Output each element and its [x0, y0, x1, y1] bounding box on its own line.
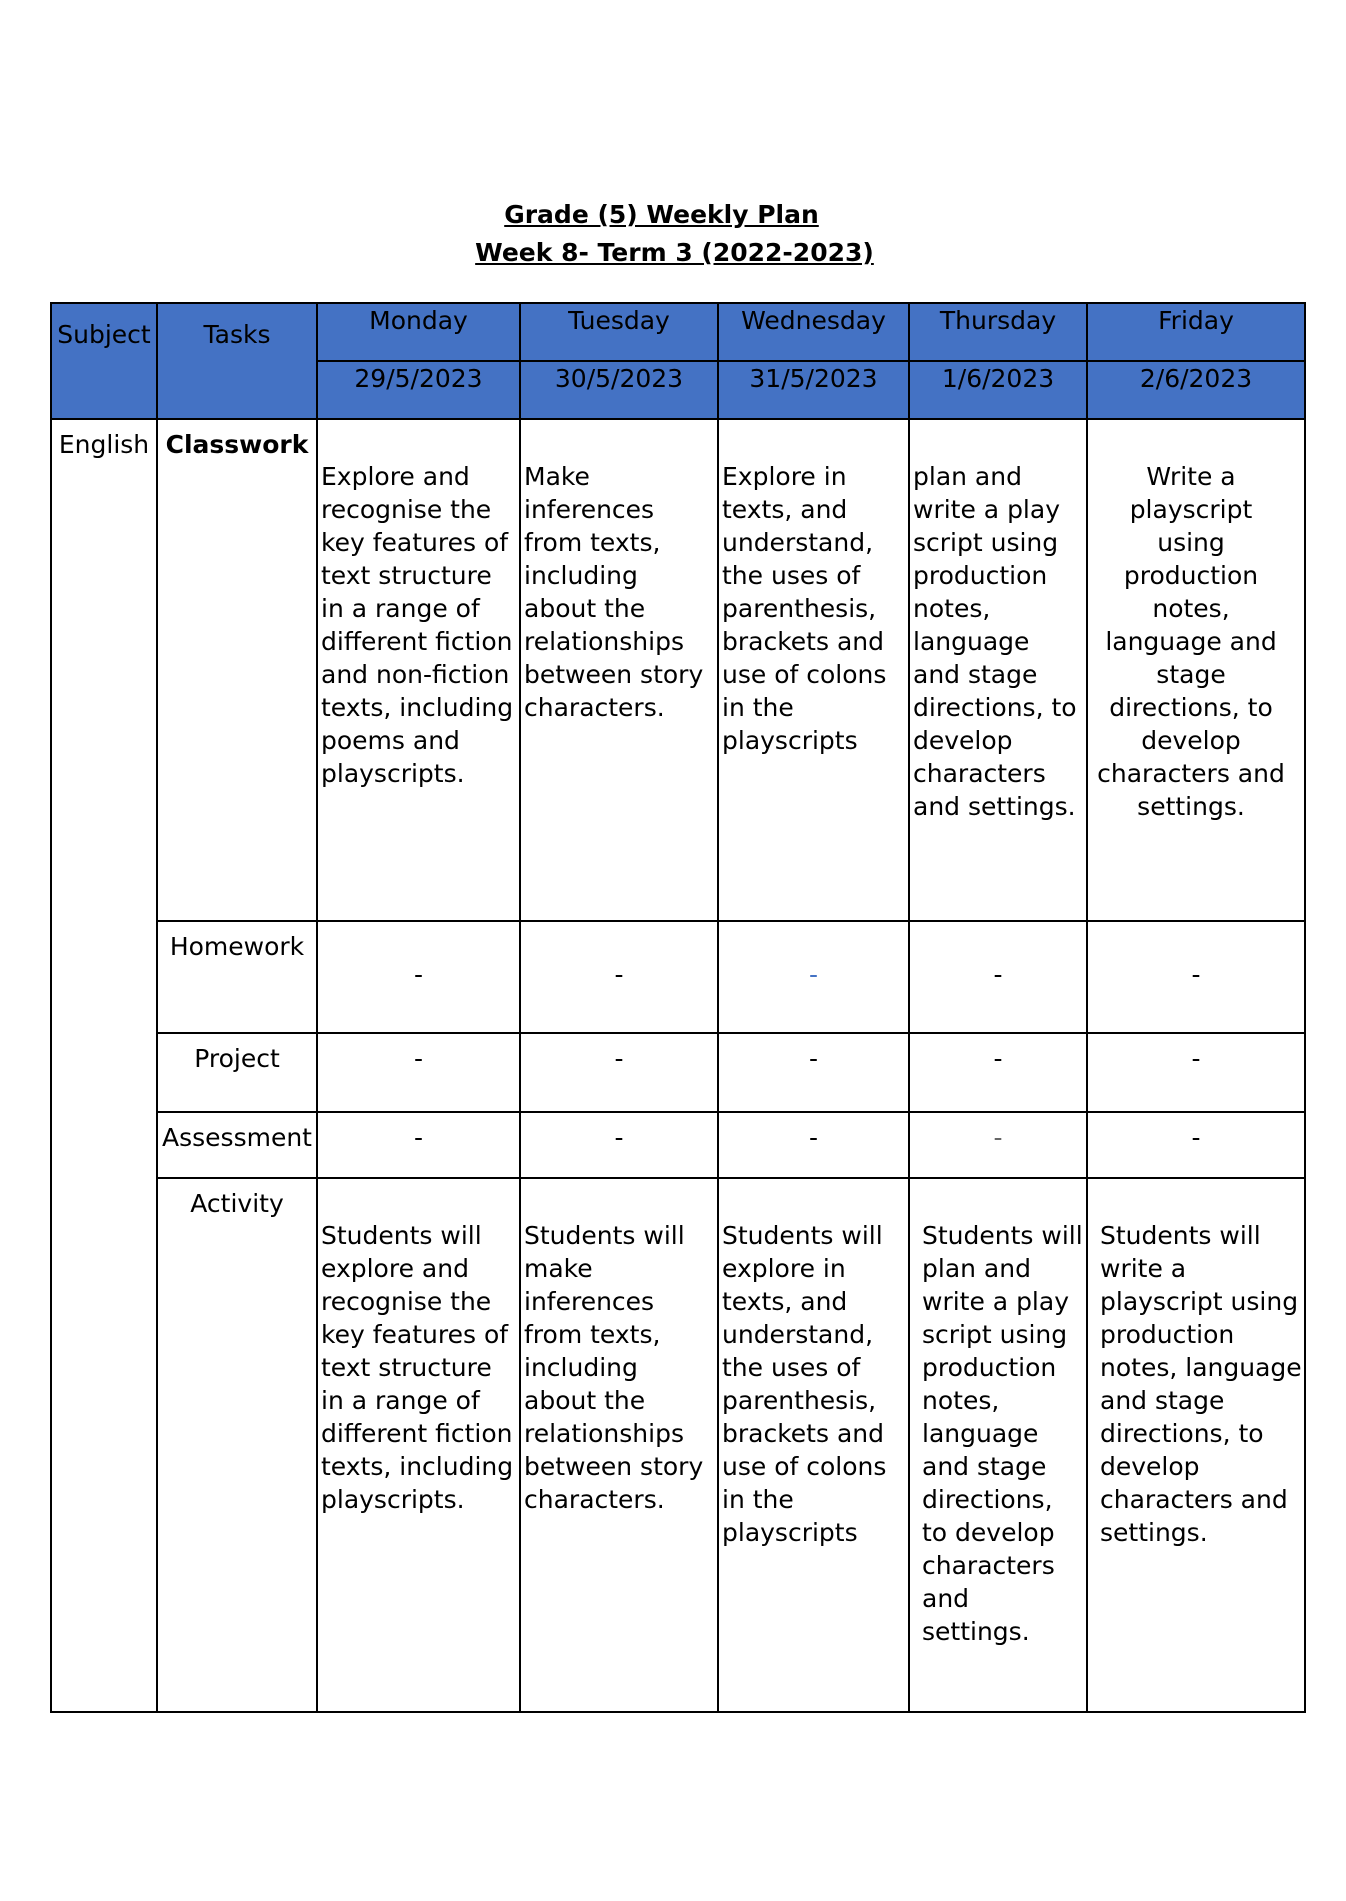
project-cell: -: [317, 1033, 520, 1112]
task-label-project: Project: [157, 1033, 317, 1112]
header-subject: Subject: [51, 303, 157, 419]
header-day: Wednesday: [718, 303, 909, 361]
homework-cell: -: [718, 921, 909, 1033]
activity-cell: Students will make inferences from texts, including about the relationships between story characters.: [520, 1178, 718, 1712]
assessment-cell: -: [317, 1112, 520, 1178]
classwork-cell: Make inferences from texts, including about the relationships between story characters.: [520, 419, 718, 921]
task-label-classwork: Classwork: [157, 419, 317, 921]
project-cell: -: [909, 1033, 1087, 1112]
header-date: 2/6/2023: [1087, 361, 1305, 419]
activity-cell: Students will plan and write a play script using production notes, language and stage directions, to develop characters and settings.: [909, 1178, 1087, 1712]
assessment-cell: -: [1087, 1112, 1305, 1178]
homework-cell: -: [909, 921, 1087, 1033]
weekly-plan-table: [50, 302, 1306, 1713]
classwork-cell: plan and write a play script using production notes, language and stage directions, to develop characters and settings.: [909, 419, 1087, 921]
header-day: Thursday: [909, 303, 1087, 361]
activity-cell: Students will explore in texts, and understand, the uses of parenthesis, brackets and use of colons in the playscripts: [718, 1178, 909, 1712]
header-tasks: Tasks: [157, 303, 317, 419]
homework-cell: -: [1087, 921, 1305, 1033]
project-cell: -: [520, 1033, 718, 1112]
assessment-cell: -: [718, 1112, 909, 1178]
task-label-activity: Activity: [157, 1178, 317, 1712]
assessment-cell: -: [909, 1112, 1087, 1178]
page-subtitle: Week 8- Term 3 (2022-2023): [475, 238, 874, 267]
page-title: Grade (5) Weekly Plan: [504, 200, 819, 229]
activity-cell: Students will write a playscript using production notes, language and stage directions, to develop characters and settings.: [1087, 1178, 1305, 1712]
header-row-days: [51, 303, 1305, 361]
assessment-cell: -: [520, 1112, 718, 1178]
header-date: 31/5/2023: [718, 361, 909, 419]
header-date: 30/5/2023: [520, 361, 718, 419]
header-day: Monday: [317, 303, 520, 361]
header-date: 29/5/2023: [317, 361, 520, 419]
homework-cell: -: [317, 921, 520, 1033]
task-label-assessment: Assessment: [157, 1112, 317, 1178]
subject-cell: English: [51, 419, 157, 1712]
header-day: Tuesday: [520, 303, 718, 361]
project-row: [51, 1033, 1305, 1112]
assessment-row: [51, 1112, 1305, 1178]
classwork-cell: Explore in texts, and understand, the uses of parenthesis, brackets and use of colons in the playscripts: [718, 419, 909, 921]
activity-row: [51, 1178, 1305, 1712]
page-heading: [0, 196, 1346, 272]
homework-row: [51, 921, 1305, 1033]
header-day: Friday: [1087, 303, 1305, 361]
header-date: 1/6/2023: [909, 361, 1087, 419]
classwork-cell: Write a playscript using production notes, language and stage directions, to develop characters and settings.: [1087, 419, 1305, 921]
classwork-cell: Explore and recognise the key features of text structure in a range of different fiction and non-fiction texts, including poems and playscripts.: [317, 419, 520, 921]
project-cell: -: [718, 1033, 909, 1112]
task-label-homework: Homework: [157, 921, 317, 1033]
homework-cell: -: [520, 921, 718, 1033]
project-cell: -: [1087, 1033, 1305, 1112]
classwork-row: [51, 419, 1305, 921]
activity-cell: Students will explore and recognise the key features of text structure in a range of different fiction texts, including playscripts.: [317, 1178, 520, 1712]
